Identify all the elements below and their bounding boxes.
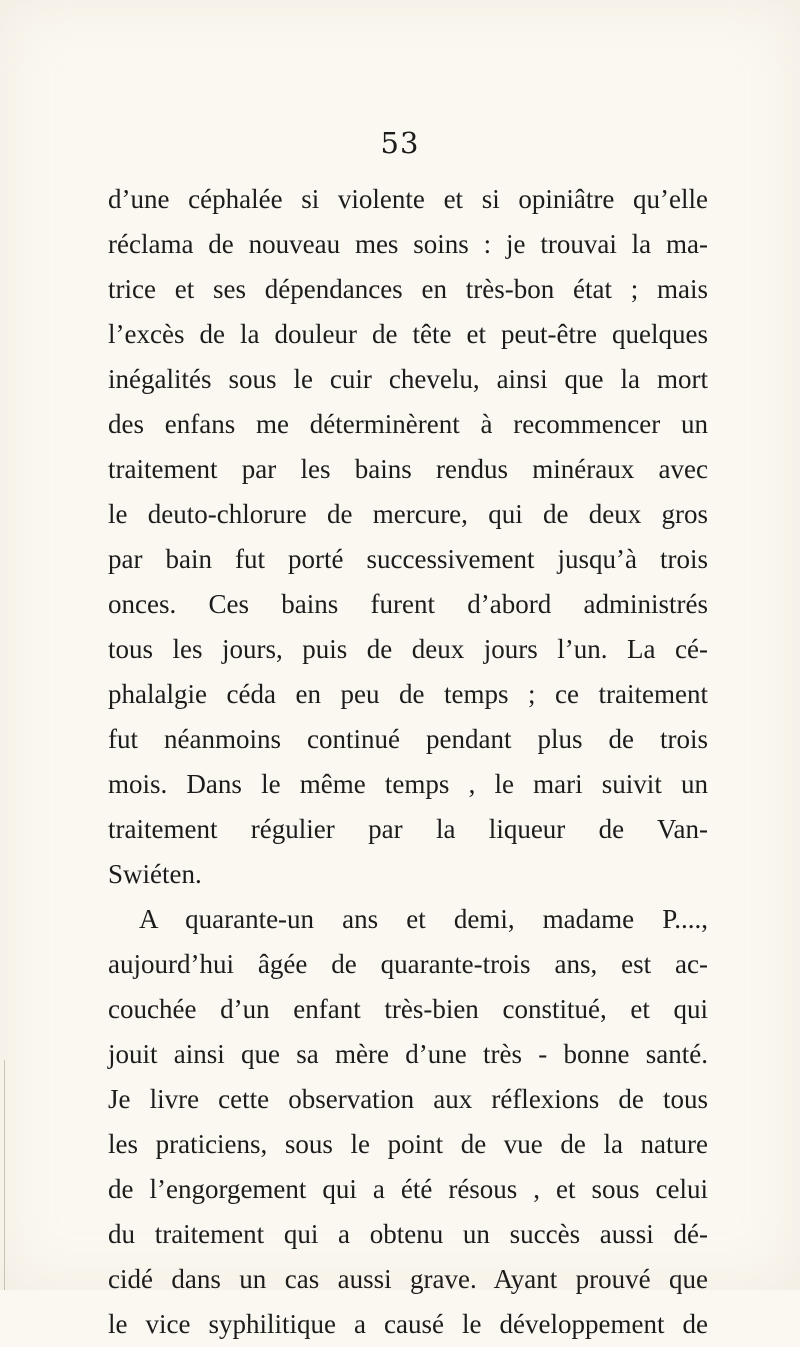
text-line: traitement par les bains rendus minéraux avec xyxy=(108,454,708,484)
text-line: Je livre cette observation aux réflexions de tous xyxy=(108,1084,708,1114)
text-line: phalalgie céda en peu de temps ; ce traitement xyxy=(108,679,708,709)
text-line: l’excès de la douleur de tête et peut-être quelques xyxy=(108,319,708,349)
text-line: le vice syphilitique a causé le développement de xyxy=(108,1309,708,1339)
text-line: couchée d’un enfant très-bien constitué, et qui xyxy=(108,994,708,1024)
text-line: du traitement qui a obtenu un succès aussi dé- xyxy=(108,1219,708,1249)
paragraph-end-line: Swiéten. xyxy=(108,859,202,889)
text-line: inégalités sous le cuir chevelu, ainsi que la mort xyxy=(108,364,708,394)
body-text xyxy=(108,177,708,1347)
paragraph-start-line: A quarante-un ans et demi, madame P...., xyxy=(139,904,708,934)
text-line: trice et ses dépendances en très-bon état ; mais xyxy=(108,274,708,304)
page-edge-shadow xyxy=(4,1060,5,1290)
text-line: de l’engorgement qui a été résous , et sous celui xyxy=(108,1174,708,1204)
text-line: aujourd’hui âgée de quarante-trois ans, est ac- xyxy=(108,949,708,979)
text-line: mois. Dans le même temps , le mari suivit un xyxy=(108,769,708,799)
text-line: cidé dans un cas aussi grave. Ayant prouvé que xyxy=(108,1264,708,1294)
text-line: onces. Ces bains furent d’abord administrés xyxy=(108,589,708,619)
text-line: tous les jours, puis de deux jours l’un. La cé- xyxy=(108,634,708,664)
text-line: des enfans me déterminèrent à recommencer un xyxy=(108,409,708,439)
text-line: jouit ainsi que sa mère d’une très - bonne santé. xyxy=(108,1039,708,1069)
page-number: 53 xyxy=(380,126,420,160)
text-line: réclama de nouveau mes soins : je trouvai la ma- xyxy=(108,229,708,259)
text-line: les praticiens, sous le point de vue de la nature xyxy=(108,1129,708,1159)
text-line: le deuto-chlorure de mercure, qui de deux gros xyxy=(108,499,708,529)
text-line: fut néanmoins continué pendant plus de trois xyxy=(108,724,708,754)
text-line: par bain fut porté successivement jusqu’à trois xyxy=(108,544,708,574)
text-line: traitement régulier par la liqueur de Van- xyxy=(108,814,708,844)
text-line: d’une céphalée si violente et si opiniâtre qu’elle xyxy=(108,184,708,214)
